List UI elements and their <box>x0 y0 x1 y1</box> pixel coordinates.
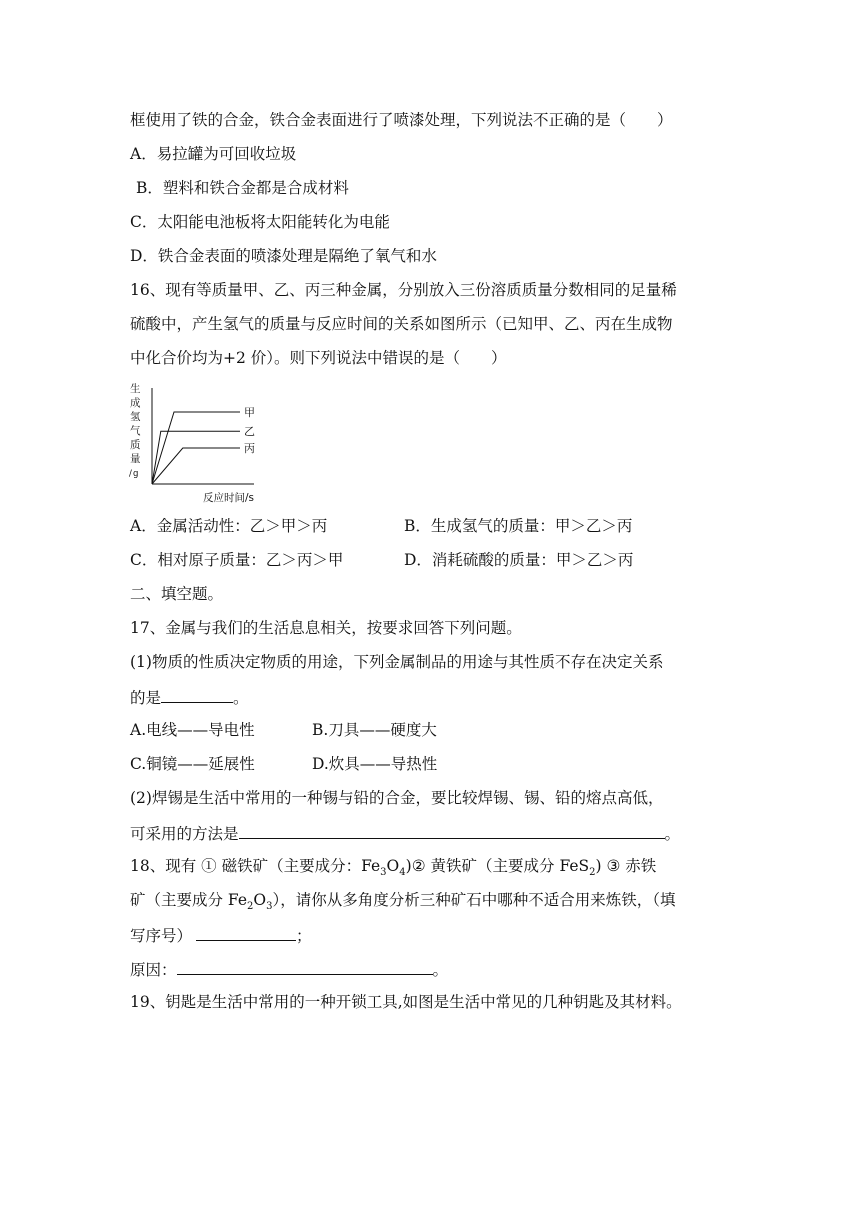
q16-stem-line2: 硫酸中，产生氢气的质量与反应时间的关系如图所示（已知甲、乙、丙在生成物 <box>130 315 673 333</box>
y-axis-label-char: 气 <box>130 425 141 437</box>
y-axis-label-char: 量 <box>130 453 141 465</box>
q15-option-d: D．铁合金表面的喷漆处理是隔绝了氧气和水 <box>130 247 437 265</box>
q18-answer-blank[interactable] <box>196 924 296 941</box>
q17-option-a: A.电线——导电性 <box>130 721 255 739</box>
series-label-3: 丙 <box>244 442 255 455</box>
y-axis-label-char: 质 <box>130 439 141 451</box>
q15-option-b: B．塑料和铁合金都是合成材料 <box>136 179 349 197</box>
q17-part2-text: 可采用的方法是 <box>130 825 239 843</box>
q16-option-d: D．消耗硫酸的质量：甲＞乙＞丙 <box>404 551 634 569</box>
q18-line2 <box>130 890 676 917</box>
q17-part2-end: 。 <box>664 825 681 843</box>
subscript: 2 <box>589 867 596 879</box>
q18-line2-part: ），请你从多角度分析三种矿石中哪种不适合用来炼铁，（填 <box>272 891 676 909</box>
q18-line1-part: ) ③ 赤铁 <box>595 857 657 875</box>
q18-reason-end: 。 <box>432 961 449 979</box>
hydrogen-mass-chart <box>122 380 262 506</box>
q17-part1-end: 。 <box>233 689 249 707</box>
q17-option-d: D.炊具——导热性 <box>312 755 438 773</box>
q18-line4 <box>130 958 448 980</box>
q15-stem-end: 框使用了铁的合金，铁合金表面进行了喷漆处理，下列说法不正确的是（ ） <box>130 111 673 129</box>
q18-reason-blank[interactable] <box>177 958 433 975</box>
q16-stem-line3: 中化合价均为+2 价）。则下列说法中错误的是（ ） <box>130 349 507 367</box>
q17-stem: 17、金属与我们的生活息息相关，按要求回答下列问题。 <box>130 619 522 637</box>
y-axis-label-char: / <box>129 469 132 479</box>
q16-stem-line1: 16、现有等质量甲、乙、丙三种金属，分别放入三份溶质质量分数相同的足量稀 <box>130 281 677 299</box>
subscript: 3 <box>266 901 273 913</box>
y-axis-label-char: g <box>133 469 139 479</box>
q17-part1-blank[interactable] <box>161 686 233 703</box>
q17-part1-line2 <box>130 686 249 708</box>
q17-part1-text: 的是 <box>130 689 162 707</box>
series-group <box>152 406 255 484</box>
q16-option-c: C．相对原子质量：乙＞丙＞甲 <box>130 551 344 569</box>
y-axis-label-char: 成 <box>130 397 141 409</box>
q18-line3-end: ； <box>296 927 312 945</box>
q17-part2-line2 <box>130 822 680 844</box>
q17-part2-line1: (2)焊锡是生活中常用的一种锡与铅的合金，要比较焊锡、锡、铅的熔点高低， <box>130 789 664 807</box>
q16-option-b: B．生成氢气的质量：甲＞乙＞丙 <box>404 517 633 535</box>
q16-option-a: A．金属活动性：乙＞甲＞丙 <box>130 517 328 535</box>
q18-line1-part: 18、现有 ① 磁铁矿（主要成分：Fe <box>130 857 381 875</box>
q17-part2-blank[interactable] <box>239 822 665 839</box>
q17-part1-line1: (1)物质的性质决定物质的用途，下列金属制品的用途与其性质不存在决定关系 <box>130 653 664 671</box>
q18-line3-text: 写序号） <box>130 927 193 945</box>
q18-line2-part: 矿（主要成分 Fe <box>130 891 248 909</box>
x-axis-label: 反应时间/s <box>203 492 255 504</box>
subscript: 2 <box>247 901 254 913</box>
q17-option-c: C.铜镜——延展性 <box>130 755 255 773</box>
q18-line1 <box>130 856 656 883</box>
y-axis-label-char: 生 <box>130 383 141 395</box>
section-heading: 二、填空题。 <box>130 585 224 603</box>
q18-line3 <box>130 924 312 946</box>
series-label-2: 乙 <box>244 425 255 439</box>
q18-reason-label: 原因： <box>130 961 177 979</box>
q17-option-b: B.刀具——硬度大 <box>312 721 437 739</box>
subscript: 4 <box>399 867 406 879</box>
y-axis-label-char: 氢 <box>130 411 141 423</box>
question-19-stem: 19、钥匙是生活中常用的一种开锁工具,如图是生活中常见的几种钥匙及其材料。 <box>130 993 682 1011</box>
series-label-1: 甲 <box>244 406 255 419</box>
series-line-3 <box>152 448 240 484</box>
q18-line1-part: O <box>386 857 400 875</box>
y-axis-label <box>129 382 141 479</box>
q18-line2-part: O <box>253 891 267 909</box>
q15-option-a: A．易拉罐为可回收垃圾 <box>130 145 297 163</box>
q18-line1-part: )② 黄铁矿（主要成分 FeS <box>405 857 590 875</box>
q15-option-c: C．太阳能电池板将太阳能转化为电能 <box>130 213 390 231</box>
subscript: 3 <box>380 867 387 879</box>
